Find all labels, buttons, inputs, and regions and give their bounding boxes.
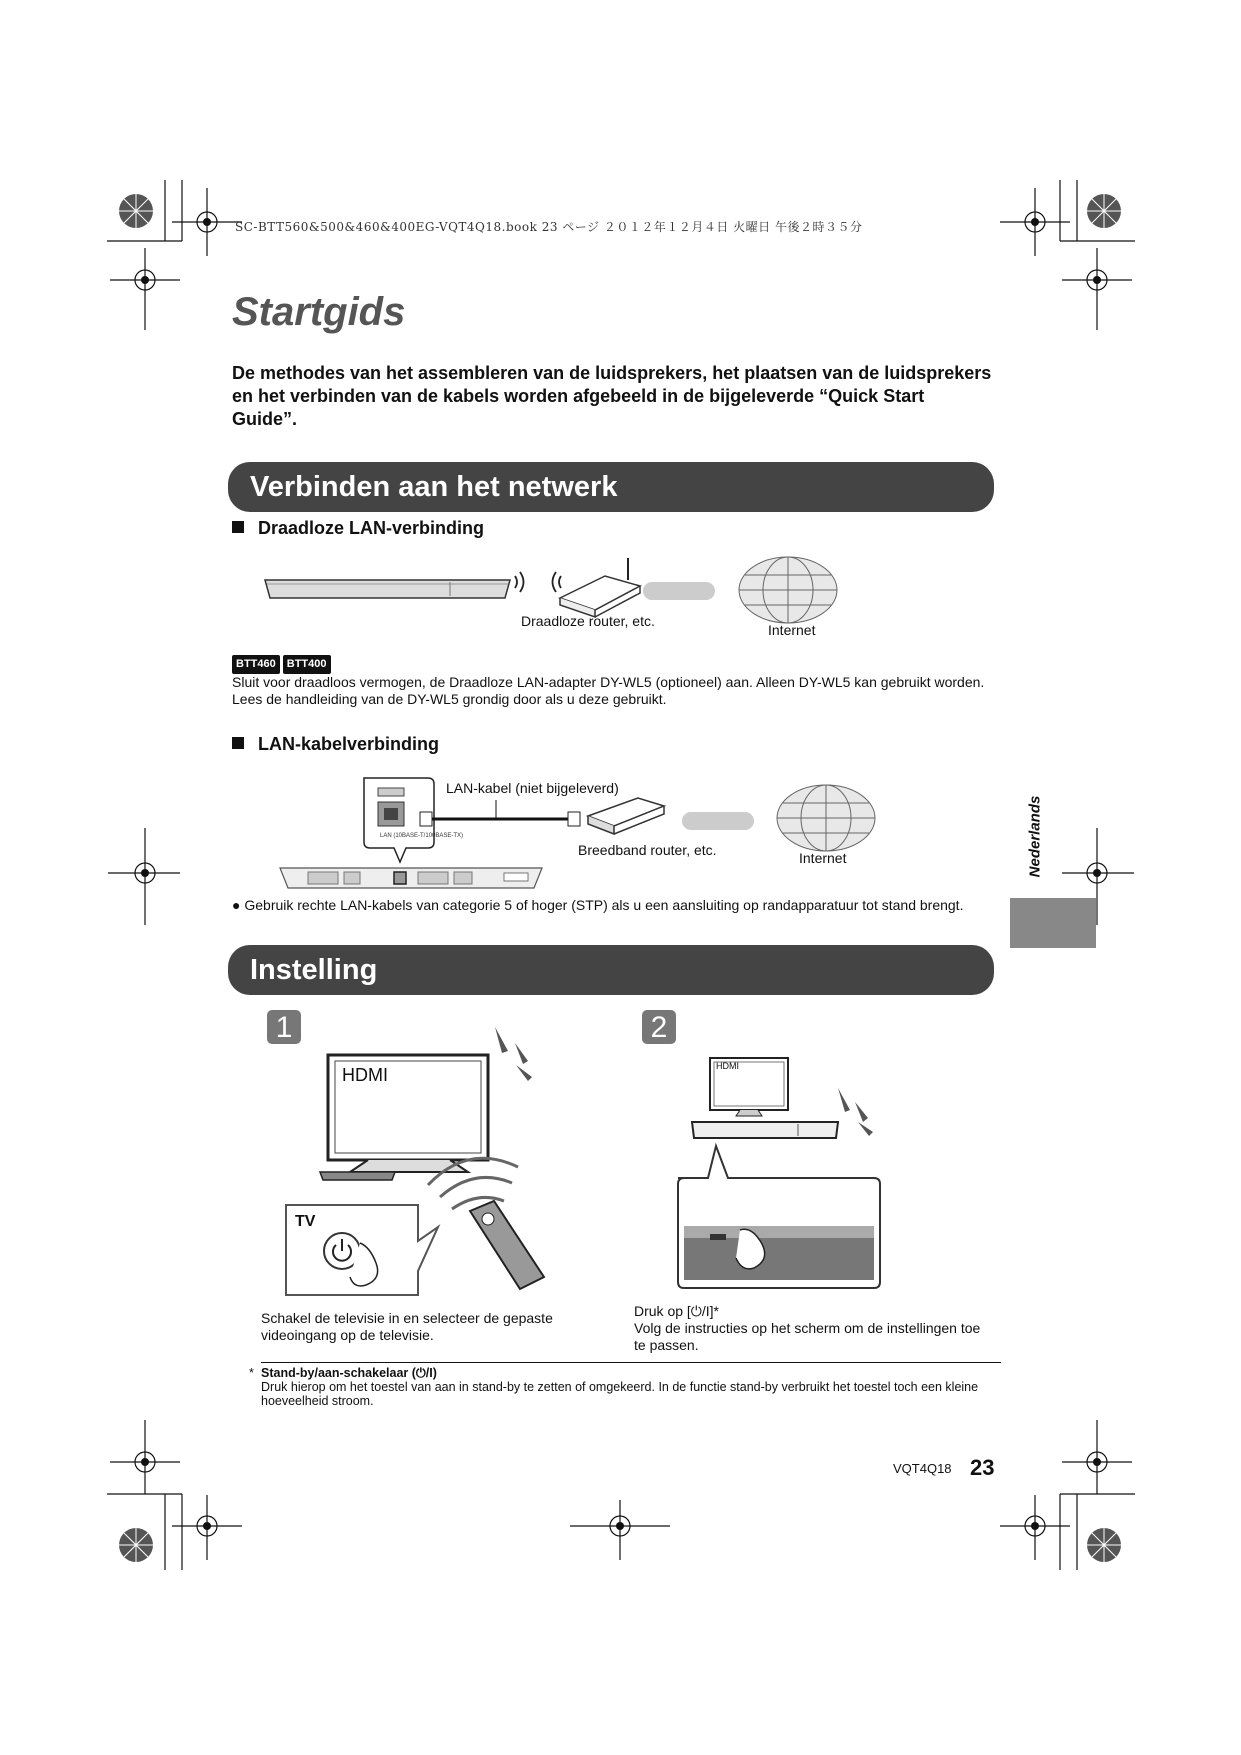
square-bullet-icon [232, 521, 244, 533]
section-banner-setup: Instelling [228, 945, 994, 995]
player-rear-panel [280, 868, 542, 888]
broadband-router-icon [588, 798, 664, 834]
step-number-2: 2 [642, 1010, 676, 1044]
footnote-title: Stand-by/aan-schakelaar (⏻/I) [261, 1366, 437, 1380]
cable-internet-caption: Internet [799, 850, 847, 866]
intro-text: De methodes van het assembleren van de luidsprekers, het plaatsen van de luidsprekers en het verbinden van de kabels worden afgebeeld in de bijgeleverde “Quick Start Guide”. [232, 363, 992, 429]
badge-btt460: BTT460 [232, 655, 280, 674]
cable-bullet: ● Gebruik rechte LAN-kabels van categorie 5 of hoger (STP) als u een aansluiting op randapparatuur tot stand brengt. [232, 897, 964, 913]
footnote-text: Druk hierop om het toestel van aan in stand-by te zetten of omgekeerd. In de functie stand-by verbruikt het toestel toch een kleine hoeveelheid stroom. [261, 1380, 979, 1408]
page-number: 23 [970, 1455, 995, 1480]
tv-label: TV [295, 1213, 316, 1230]
step2-caption: Druk op [⏻/I]* Volg de instructies op het scherm om de instellingen toe te passen. [634, 1303, 981, 1353]
square-bullet-icon [232, 737, 244, 749]
lan-cable [420, 800, 580, 826]
footnote [249, 1362, 1001, 1408]
wireless-para1: Sluit voor draadloos vermogen, de Draadloze LAN-adapter DY-WL5 (optioneel) aan. Alleen DY-WL5 kan gebruikt worden. [232, 674, 985, 690]
player-device [692, 1122, 838, 1138]
power-button-callout [678, 1146, 880, 1288]
language-tab [1010, 898, 1096, 948]
wireless-router-caption: Draadloze router, etc. [521, 613, 655, 629]
step1-illustration [280, 1015, 560, 1297]
broadband-router-caption: Breedband router, etc. [578, 842, 717, 858]
footnote-star: * [249, 1366, 254, 1380]
document-code: VQT4Q18 [893, 1461, 952, 1476]
signal-burst-icon [838, 1088, 873, 1136]
connection-arrow [682, 812, 754, 830]
wireless-para2: Lees de handleiding van de DY-WL5 grondig door als u deze gebruikt. [232, 691, 667, 707]
wireless-note [232, 654, 992, 708]
internet-globe-icon [739, 557, 837, 623]
lan-cable-caption: LAN-kabel (niet bijgeleverd) [446, 780, 619, 796]
step2-illustration [670, 1050, 890, 1295]
bullet-dot-icon: ● [232, 897, 241, 913]
section-banner-network: Verbinden aan het netwerk [228, 462, 994, 512]
wireless-router-icon [560, 558, 640, 617]
page-title: Startgids [232, 290, 406, 334]
step2-screen-label: HDMI [716, 1061, 739, 1071]
wifi-signal-icon [515, 572, 561, 592]
step1-screen-label: HDMI [342, 1065, 388, 1085]
subhead-cable: LAN-kabelverbinding [232, 734, 439, 755]
lan-port-label: LAN (10BASE-T/100BASE-TX) [380, 833, 464, 839]
step1-caption: Schakel de televisie in en selecteer de gepaste videoingang op de televisie. [261, 1310, 553, 1343]
internet-globe-icon [777, 785, 875, 851]
badge-btt400: BTT400 [283, 655, 331, 674]
print-header: SC-BTT560&500&460&400EG-VQT4Q18.book 23 ページ ２０１２年１２月４日 火曜日 午後２時３５分 [235, 220, 863, 234]
player-device [265, 580, 510, 598]
step-number-1: 1 [267, 1010, 301, 1044]
wireless-internet-caption: Internet [768, 622, 816, 638]
model-badges [232, 654, 992, 674]
connection-arrow [643, 582, 715, 600]
remote-control-icon [470, 1201, 544, 1289]
signal-burst-icon [495, 1027, 532, 1081]
subhead-wireless: Draadloze LAN-verbinding [232, 518, 484, 539]
language-side-label: Nederlands [1026, 795, 1044, 878]
